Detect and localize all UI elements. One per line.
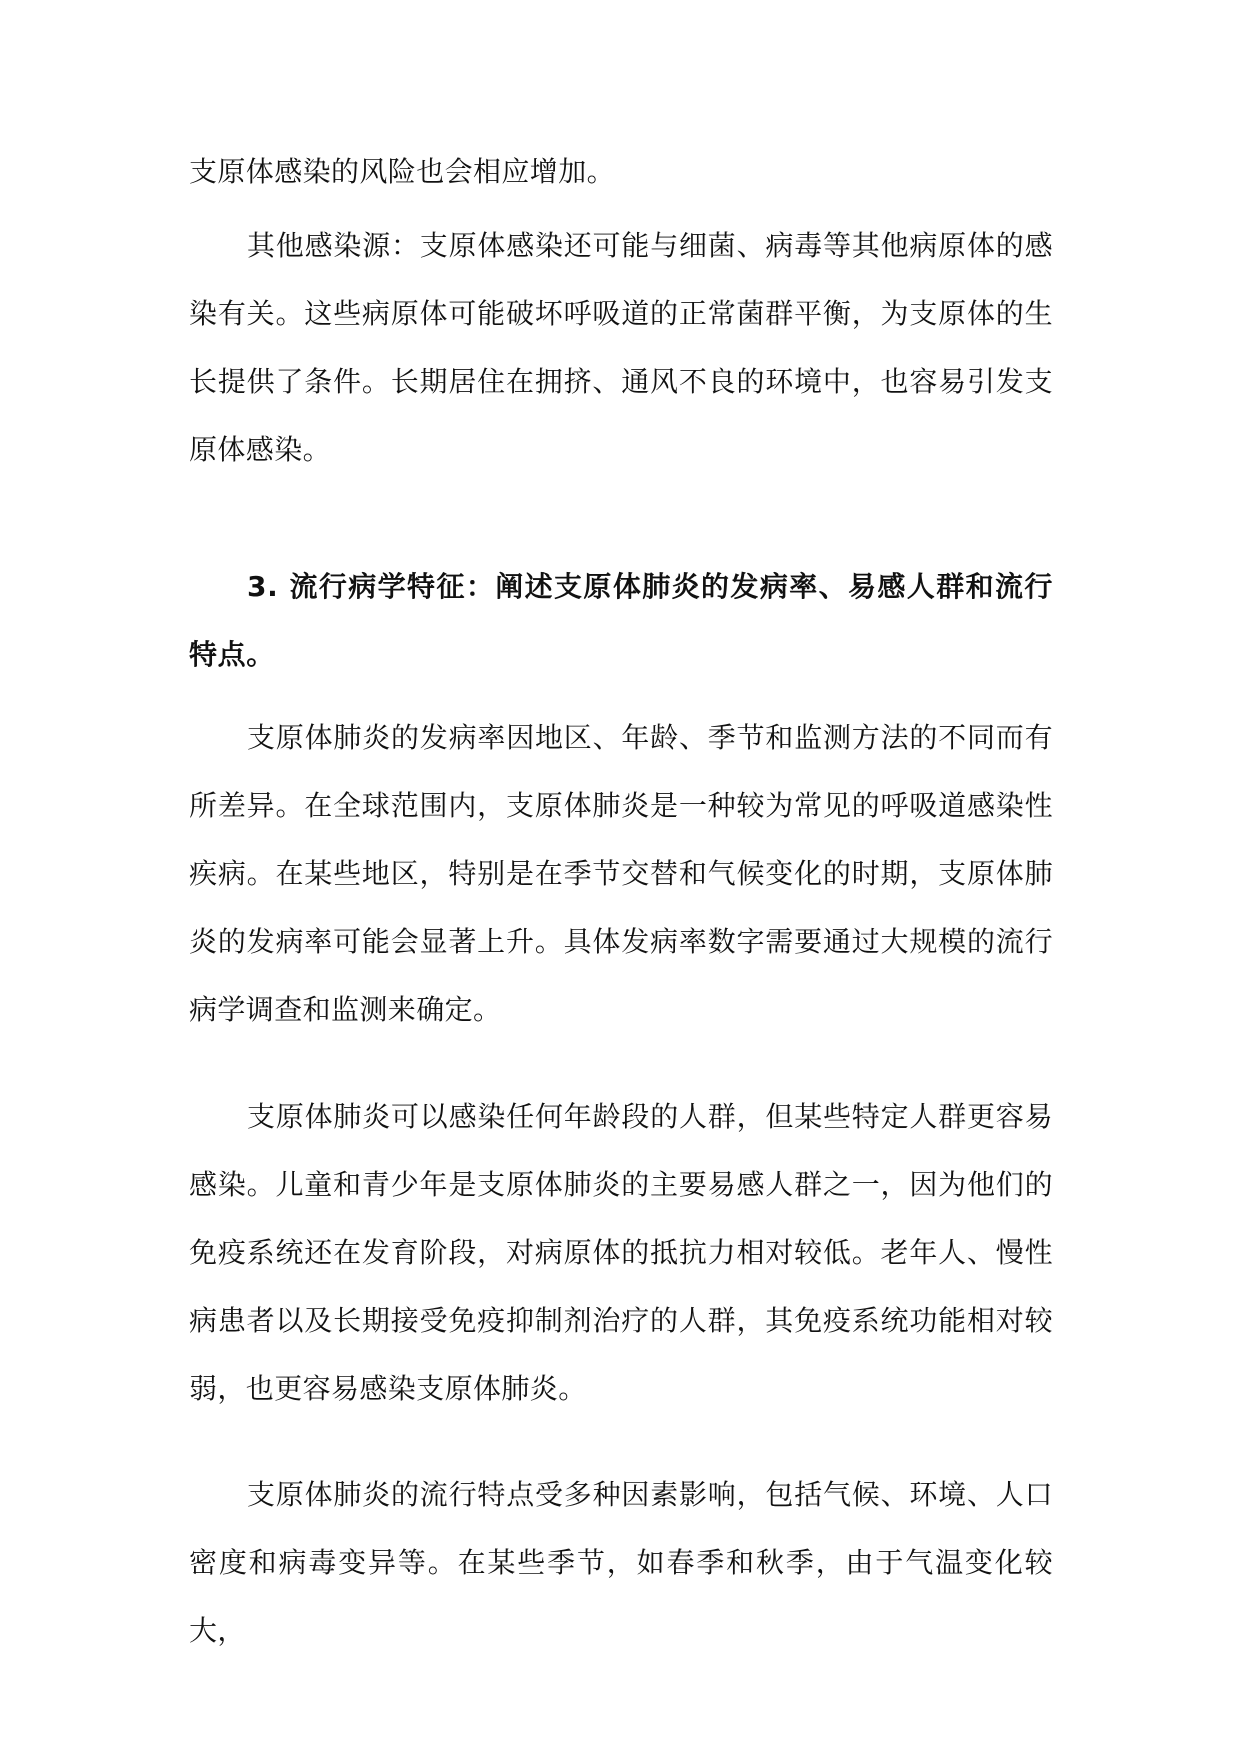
section-heading-epidemiology: 3. 流行病学特征：阐述支原体肺炎的发病率、易感人群和流行特点。 xyxy=(189,570,1053,671)
paragraph-susceptible-groups: 支原体肺炎可以感染任何年龄段的人群，但某些特定人群更容易感染。儿童和青少年是支原体肺炎的主要易感人群之一，因为他们的免疫系统还在发育阶段，对病原体的抵抗力相对较低。老年人、慢性病患者以及长期接受免疫抑制剂治疗的人群，其免疫系统功能相对较弱，也更容易感染支原体肺炎。 xyxy=(189,1100,1053,1405)
paragraph-continuation: 支原体感染的风险也会相应增加。 xyxy=(189,155,616,188)
paragraph-incidence: 支原体肺炎的发病率因地区、年龄、季节和监测方法的不同而有所差异。在全球范围内，支原体肺炎是一种较为常见的呼吸道感染性疾病。在某些地区，特别是在季节交替和气候变化的时期，支原体肺炎的发病率可能会显著上升。具体发病率数字需要通过大规模的流行病学调查和监测来确定。 xyxy=(189,721,1053,1026)
paragraph-epidemic-features: 支原体肺炎的流行特点受多种因素影响，包括气候、环境、人口密度和病毒变异等。在某些季节，如春季和秋季，由于气温变化较大， xyxy=(189,1478,1053,1647)
paragraph-other-infection-sources: 其他感染源：支原体感染还可能与细菌、病毒等其他病原体的感染有关。这些病原体可能破坏呼吸道的正常菌群平衡，为支原体的生长提供了条件。长期居住在拥挤、通风不良的环境中，也容易引发支原体感染。 xyxy=(189,229,1053,466)
